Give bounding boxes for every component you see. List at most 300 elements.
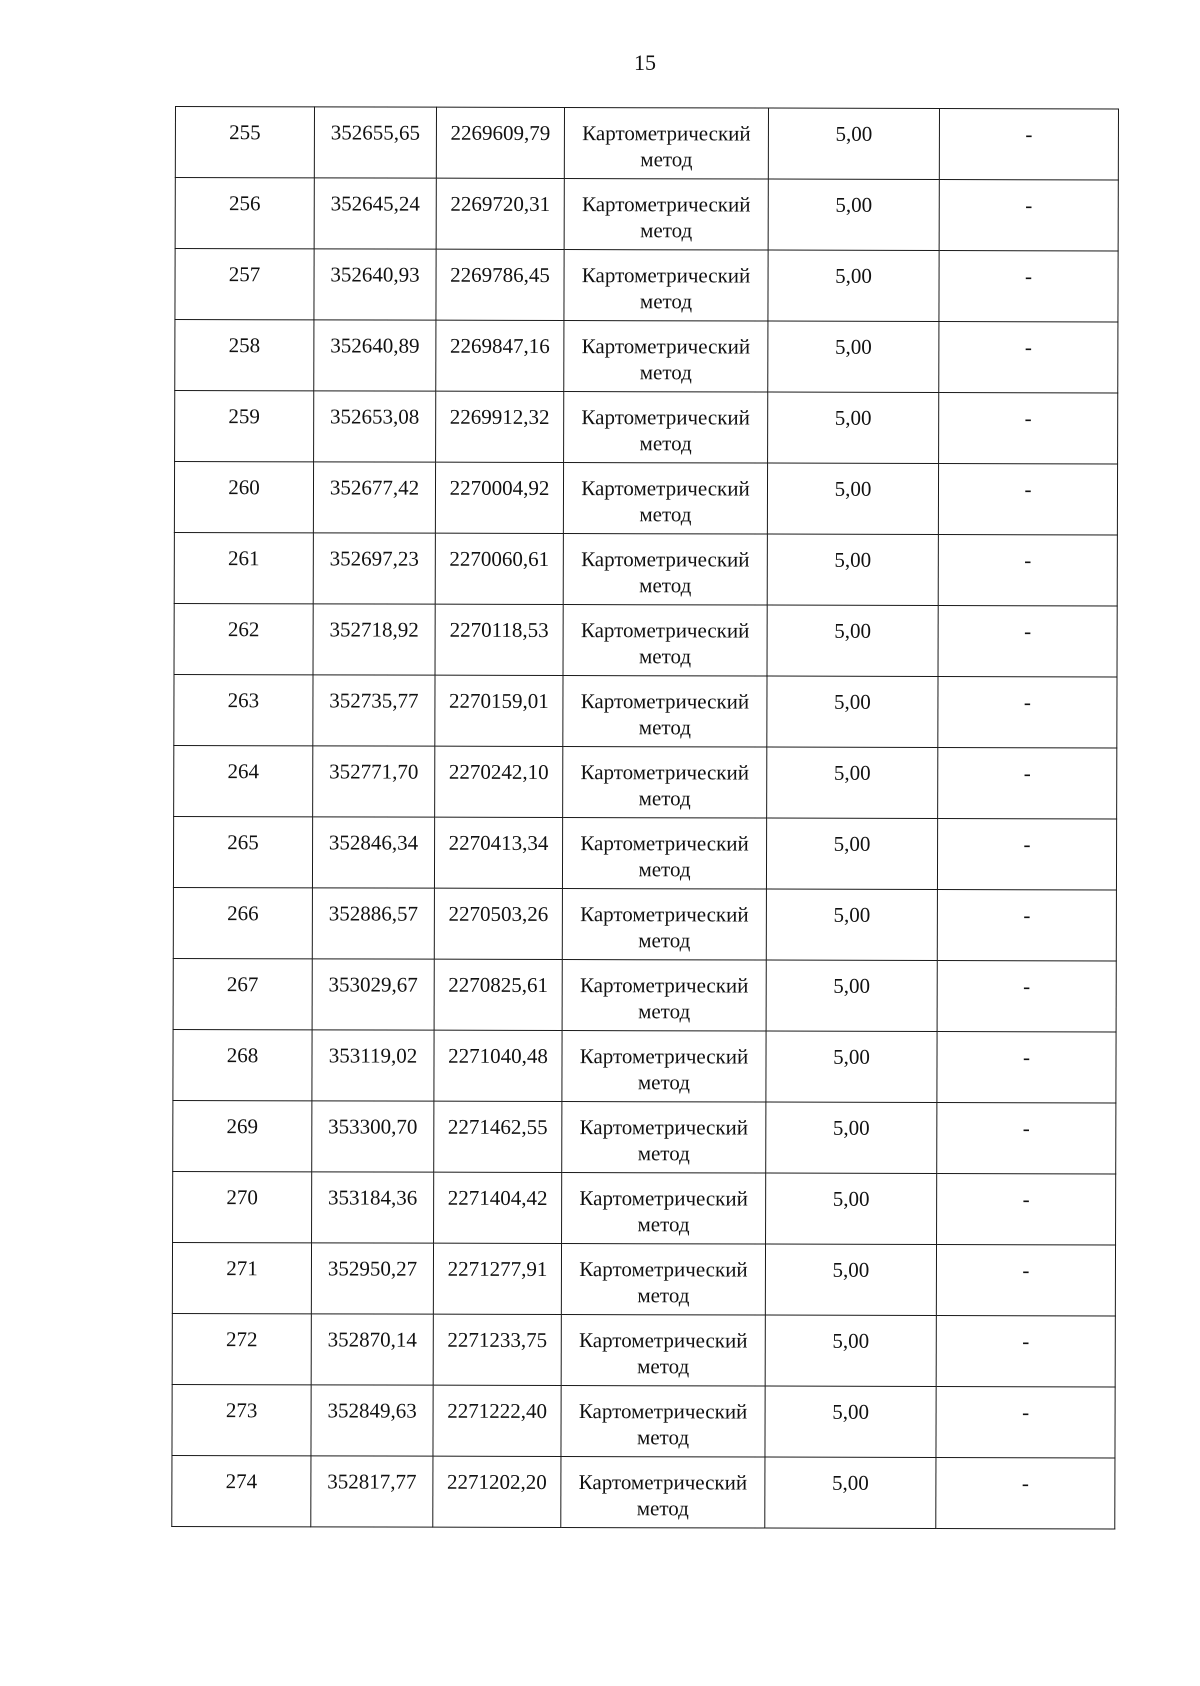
note-value: - [1024,548,1032,573]
point-number: 269 [226,1114,259,1139]
note-cell [937,1031,1116,1102]
x-coordinate: 353300,70 [328,1114,418,1139]
note-value: - [1023,974,1031,999]
y-coordinate-cell [433,1243,561,1314]
method-text [562,1102,765,1167]
method-text [562,1173,765,1238]
x-coordinate-cell [313,675,435,746]
table-row [174,462,1117,535]
note-cell [938,747,1117,818]
point-number: 272 [225,1327,258,1352]
accuracy-cell [768,179,939,250]
method-text [564,321,767,386]
note-cell [937,1102,1116,1173]
table-row [174,674,1117,747]
method-line-1: Картометрический [579,973,749,998]
method-cell [564,108,768,180]
table-row [173,1100,1116,1173]
method-line-1: Картометрический [579,1115,749,1140]
method-cell [563,463,767,535]
note-value: - [1024,619,1032,644]
note-value: - [1023,690,1031,715]
method-line-2: метод [640,218,693,243]
point-number-cell [173,1029,312,1100]
x-coordinate: 353119,02 [328,1043,418,1068]
accuracy-cell [766,1031,937,1102]
accuracy-value: 5,00 [833,831,871,856]
method-line-1: Картометрический [580,689,750,714]
note-cell [937,818,1116,889]
note-value: - [1024,406,1032,431]
y-coordinate: 2271277,91 [447,1256,548,1281]
x-coordinate-cell [311,1243,433,1314]
point-number: 258 [228,333,261,358]
accuracy-cell [767,747,938,818]
x-coordinate-cell [312,1101,434,1172]
table-row [173,1171,1116,1244]
method-line-2: метод [637,1283,690,1308]
point-number: 270 [226,1185,258,1210]
note-value: - [1022,1329,1030,1354]
method-line-2: метод [636,1425,690,1450]
method-text [563,960,766,1025]
accuracy-value: 5,00 [833,902,871,927]
y-coordinate: 2269609,79 [450,120,551,145]
x-coordinate-cell [312,817,434,888]
accuracy-value: 5,00 [833,973,871,998]
point-number-cell [172,1242,311,1313]
method-text [564,463,767,528]
point-number-cell [172,1313,311,1384]
accuracy-value: 5,00 [832,1186,870,1211]
table-row [174,532,1117,605]
method-cell [562,960,766,1032]
accuracy-value: 5,00 [834,334,872,359]
x-coordinate: 352697,23 [329,546,419,571]
x-coordinate: 352870,14 [327,1327,417,1352]
method-line-2: метод [638,857,691,882]
accuracy-cell [768,392,939,463]
coordinates-table [171,106,1119,1529]
method-text [562,1315,765,1380]
y-coordinate: 2270242,10 [448,759,549,784]
x-coordinate: 352718,92 [329,617,419,642]
accuracy-value: 5,00 [834,476,872,501]
table-row [173,887,1116,960]
point-number: 256 [228,191,261,216]
method-line-1: Картометрический [580,618,750,643]
method-line-2: метод [636,1496,689,1521]
x-coordinate: 352677,42 [329,475,420,500]
accuracy-cell [768,250,939,321]
accuracy-cell [767,605,938,676]
table-row [173,958,1116,1031]
method-line-1: Картометрический [579,1186,748,1211]
point-number-cell [173,958,312,1029]
method-line-1: Картометрический [579,1328,748,1353]
accuracy-value: 5,00 [835,192,873,217]
table-row [175,107,1118,180]
method-line-2: метод [638,928,691,953]
x-coordinate-cell [311,1456,433,1527]
method-text [565,179,768,244]
x-coordinate-cell [313,746,435,817]
table-row [172,1455,1115,1528]
y-coordinate: 2270413,34 [448,830,549,855]
point-number-cell [173,816,312,887]
accuracy-value: 5,00 [832,1399,869,1424]
method-cell [563,676,767,748]
note-cell [936,1315,1115,1386]
note-value: - [1023,832,1031,857]
note-cell [938,605,1117,676]
note-cell [939,322,1118,393]
point-number-cell [174,532,313,603]
note-value: - [1022,1400,1030,1425]
x-coordinate-cell [312,959,434,1030]
y-coordinate: 2271233,75 [447,1327,548,1352]
point-number: 261 [228,546,260,571]
method-text [562,1031,765,1096]
point-number-cell [174,462,313,533]
accuracy-value: 5,00 [835,263,872,288]
x-coordinate: 352846,34 [328,830,419,855]
method-line-1: Картометрический [580,902,749,927]
method-text [565,108,768,173]
x-coordinate: 353029,67 [328,972,418,997]
page-number: 15 [634,50,656,75]
accuracy-value: 5,00 [834,547,872,572]
point-number: 268 [226,1043,259,1068]
x-coordinate-cell [313,533,435,604]
method-cell [561,1457,765,1529]
x-coordinate-cell [313,604,435,675]
point-number: 259 [228,404,260,429]
note-value: - [1022,1116,1030,1141]
x-coordinate: 352640,93 [330,262,420,287]
note-value: - [1025,122,1033,147]
point-number-cell [175,391,314,462]
accuracy-cell [768,108,939,179]
point-number-cell [173,1171,312,1242]
x-coordinate: 352655,65 [330,120,421,145]
method-cell [561,1244,765,1316]
point-number-cell [172,1384,311,1455]
y-coordinate-cell [433,1385,561,1456]
x-coordinate-cell [314,249,436,320]
method-line-1: Картометрический [580,760,750,785]
point-number: 266 [227,901,259,926]
y-coordinate-cell [435,604,563,675]
y-coordinate: 2269720,31 [450,191,551,216]
method-cell [563,605,767,677]
y-coordinate: 2271222,40 [447,1398,547,1423]
y-coordinate: 2269786,45 [450,262,550,287]
point-number: 255 [229,120,261,145]
y-coordinate-cell [433,1314,561,1385]
accuracy-cell [767,676,938,747]
method-line-1: Картометрический [581,476,750,501]
y-coordinate-cell [434,959,562,1030]
point-number: 260 [228,475,260,500]
accuracy-cell [765,1386,936,1457]
y-coordinate-cell [433,1456,561,1527]
method-text [561,1386,764,1451]
method-line-1: Картометрический [579,1257,748,1282]
accuracy-value: 5,00 [833,1044,870,1069]
method-text [564,534,767,599]
point-number-cell [172,1455,311,1526]
y-coordinate-cell [435,462,563,533]
method-line-2: метод [639,289,693,314]
method-text [563,676,766,741]
y-coordinate: 2271462,55 [447,1114,548,1139]
point-number-cell [173,887,312,958]
method-cell [563,747,767,819]
point-number-cell [174,745,313,816]
y-coordinate-cell [436,320,564,391]
accuracy-cell [767,463,938,534]
method-text [563,747,766,812]
accuracy-value: 5,00 [832,1328,870,1353]
y-coordinate-cell [434,1172,562,1243]
y-coordinate-cell [435,746,563,817]
note-cell [939,109,1118,180]
y-coordinate-cell [436,178,564,249]
method-cell [563,534,767,606]
y-coordinate: 2270004,92 [449,475,550,500]
x-coordinate: 352653,08 [330,404,420,429]
table-row [173,816,1116,889]
point-number: 264 [227,759,260,784]
note-value: - [1024,477,1032,502]
method-line-2: метод [639,502,692,527]
accuracy-value: 5,00 [832,1115,870,1140]
note-cell [937,960,1116,1031]
note-cell [939,251,1118,322]
point-number-cell [174,674,313,745]
method-cell [562,818,766,890]
method-line-2: метод [639,360,692,385]
method-line-2: метод [639,573,692,598]
x-coordinate-cell [312,1172,434,1243]
method-cell [562,1031,766,1103]
note-value: - [1022,1258,1030,1283]
accuracy-value: 5,00 [834,689,871,714]
x-coordinate-cell [314,178,436,249]
method-line-1: Картометрический [581,405,750,430]
y-coordinate-cell [434,1101,562,1172]
accuracy-value: 5,00 [832,1257,870,1282]
method-line-1: Картометрический [580,831,749,856]
method-line-1: Картометрический [579,1044,749,1069]
point-number-cell [173,1100,312,1171]
y-coordinate: 2269912,32 [449,404,550,429]
accuracy-cell [765,1457,936,1528]
method-cell [564,179,768,251]
x-coordinate: 352950,27 [327,1256,418,1281]
y-coordinate: 2270060,61 [449,546,550,571]
method-line-2: метод [637,1354,690,1379]
method-line-2: метод [637,1141,690,1166]
method-cell [561,1315,765,1387]
x-coordinate: 352849,63 [327,1398,417,1423]
method-line-2: метод [638,999,691,1024]
table-row [175,320,1118,393]
accuracy-cell [766,1102,937,1173]
x-coordinate-cell [314,320,436,391]
point-number-cell [175,107,314,178]
point-number: 273 [225,1398,258,1423]
accuracy-cell [766,818,937,889]
y-coordinate: 2270118,53 [449,617,549,642]
table-row [172,1384,1115,1457]
y-coordinate: 2271202,20 [446,1469,547,1494]
method-cell [564,392,768,464]
note-cell [937,1173,1116,1244]
table-row [174,745,1117,818]
y-coordinate: 2270159,01 [449,688,549,713]
accuracy-value: 5,00 [833,760,871,785]
x-coordinate: 352640,89 [330,333,420,358]
method-cell [564,250,768,322]
point-number: 257 [228,262,261,287]
accuracy-cell [766,889,937,960]
accuracy-value: 5,00 [831,1470,869,1495]
y-coordinate: 2270503,26 [448,901,549,926]
note-value: - [1024,335,1032,360]
method-cell [562,1173,766,1245]
note-cell [939,180,1118,251]
accuracy-cell [767,534,938,605]
method-cell [564,321,768,393]
note-value: - [1023,903,1031,928]
method-line-2: метод [638,644,692,669]
y-coordinate-cell [434,817,562,888]
note-cell [938,535,1117,606]
method-cell [561,1386,765,1458]
x-coordinate-cell [314,107,436,178]
x-coordinate-cell [314,391,436,462]
y-coordinate-cell [435,533,563,604]
point-number: 263 [227,688,260,713]
y-coordinate: 2271040,48 [448,1043,548,1068]
note-cell [936,1457,1115,1528]
method-line-2: метод [638,715,691,740]
method-line-2: метод [640,147,693,172]
y-coordinate-cell [436,391,564,462]
point-number-cell [175,249,314,320]
method-cell [562,889,766,961]
table-body [172,107,1119,1529]
accuracy-cell [765,1244,936,1315]
y-coordinate-cell [436,249,564,320]
method-text [562,1244,765,1309]
y-coordinate: 2271404,42 [447,1185,548,1210]
method-line-1: Картометрический [578,1470,748,1495]
table-row [175,249,1118,322]
method-text [561,1457,764,1522]
accuracy-value: 5,00 [834,405,872,430]
method-line-2: метод [638,786,691,811]
point-number-cell [174,603,313,674]
method-text [564,392,767,457]
x-coordinate: 352817,77 [327,1469,417,1494]
accuracy-cell [766,960,937,1031]
point-number: 262 [227,617,260,642]
note-cell [938,464,1117,535]
x-coordinate-cell [312,888,434,959]
accuracy-cell [768,321,939,392]
y-coordinate-cell [436,107,564,178]
note-cell [936,1244,1115,1315]
y-coordinate-cell [435,675,563,746]
note-value: - [1021,1471,1029,1496]
accuracy-value: 5,00 [835,121,873,146]
method-text [563,889,766,954]
method-line-2: метод [637,1212,690,1237]
point-number: 274 [225,1469,258,1494]
method-line-1: Картометрический [581,263,751,288]
method-line-1: Картометрический [581,192,751,217]
point-number: 265 [227,830,259,855]
note-cell [939,393,1118,464]
note-cell [938,676,1117,747]
x-coordinate: 352771,70 [329,759,419,784]
x-coordinate: 352645,24 [330,191,420,216]
x-coordinate: 353184,36 [327,1185,418,1210]
method-line-1: Картометрический [578,1399,748,1424]
point-number-cell [175,178,314,249]
method-line-1: Картометрический [581,334,751,359]
y-coordinate-cell [434,888,562,959]
note-value: - [1022,1187,1030,1212]
x-coordinate: 352886,57 [328,901,419,926]
point-number: 271 [226,1256,258,1281]
x-coordinate: 352735,77 [329,688,419,713]
accuracy-cell [765,1315,936,1386]
note-value: - [1022,1045,1031,1070]
method-text [564,605,767,670]
note-value: - [1025,264,1033,289]
table-row [172,1313,1115,1386]
method-line-2: метод [637,1070,691,1095]
method-line-1: Картометрический [582,121,751,146]
method-line-1: Картометрический [581,547,750,572]
table-row [173,1029,1116,1102]
table-row [172,1242,1115,1315]
x-coordinate-cell [313,462,435,533]
x-coordinate-cell [311,1314,433,1385]
x-coordinate-cell [311,1385,433,1456]
x-coordinate-cell [312,1030,434,1101]
y-coordinate: 2270825,61 [448,972,549,997]
point-number: 267 [226,972,259,997]
y-coordinate: 2269847,16 [449,333,550,358]
method-text [563,818,766,883]
method-cell [562,1102,766,1174]
note-value: - [1023,761,1031,786]
table-row [175,178,1118,251]
table-row [175,391,1118,464]
table-row [174,603,1117,676]
accuracy-cell [766,1173,937,1244]
note-cell [936,1386,1115,1457]
y-coordinate-cell [434,1030,562,1101]
method-text [564,250,767,315]
method-line-2: метод [639,431,692,456]
note-cell [937,889,1116,960]
